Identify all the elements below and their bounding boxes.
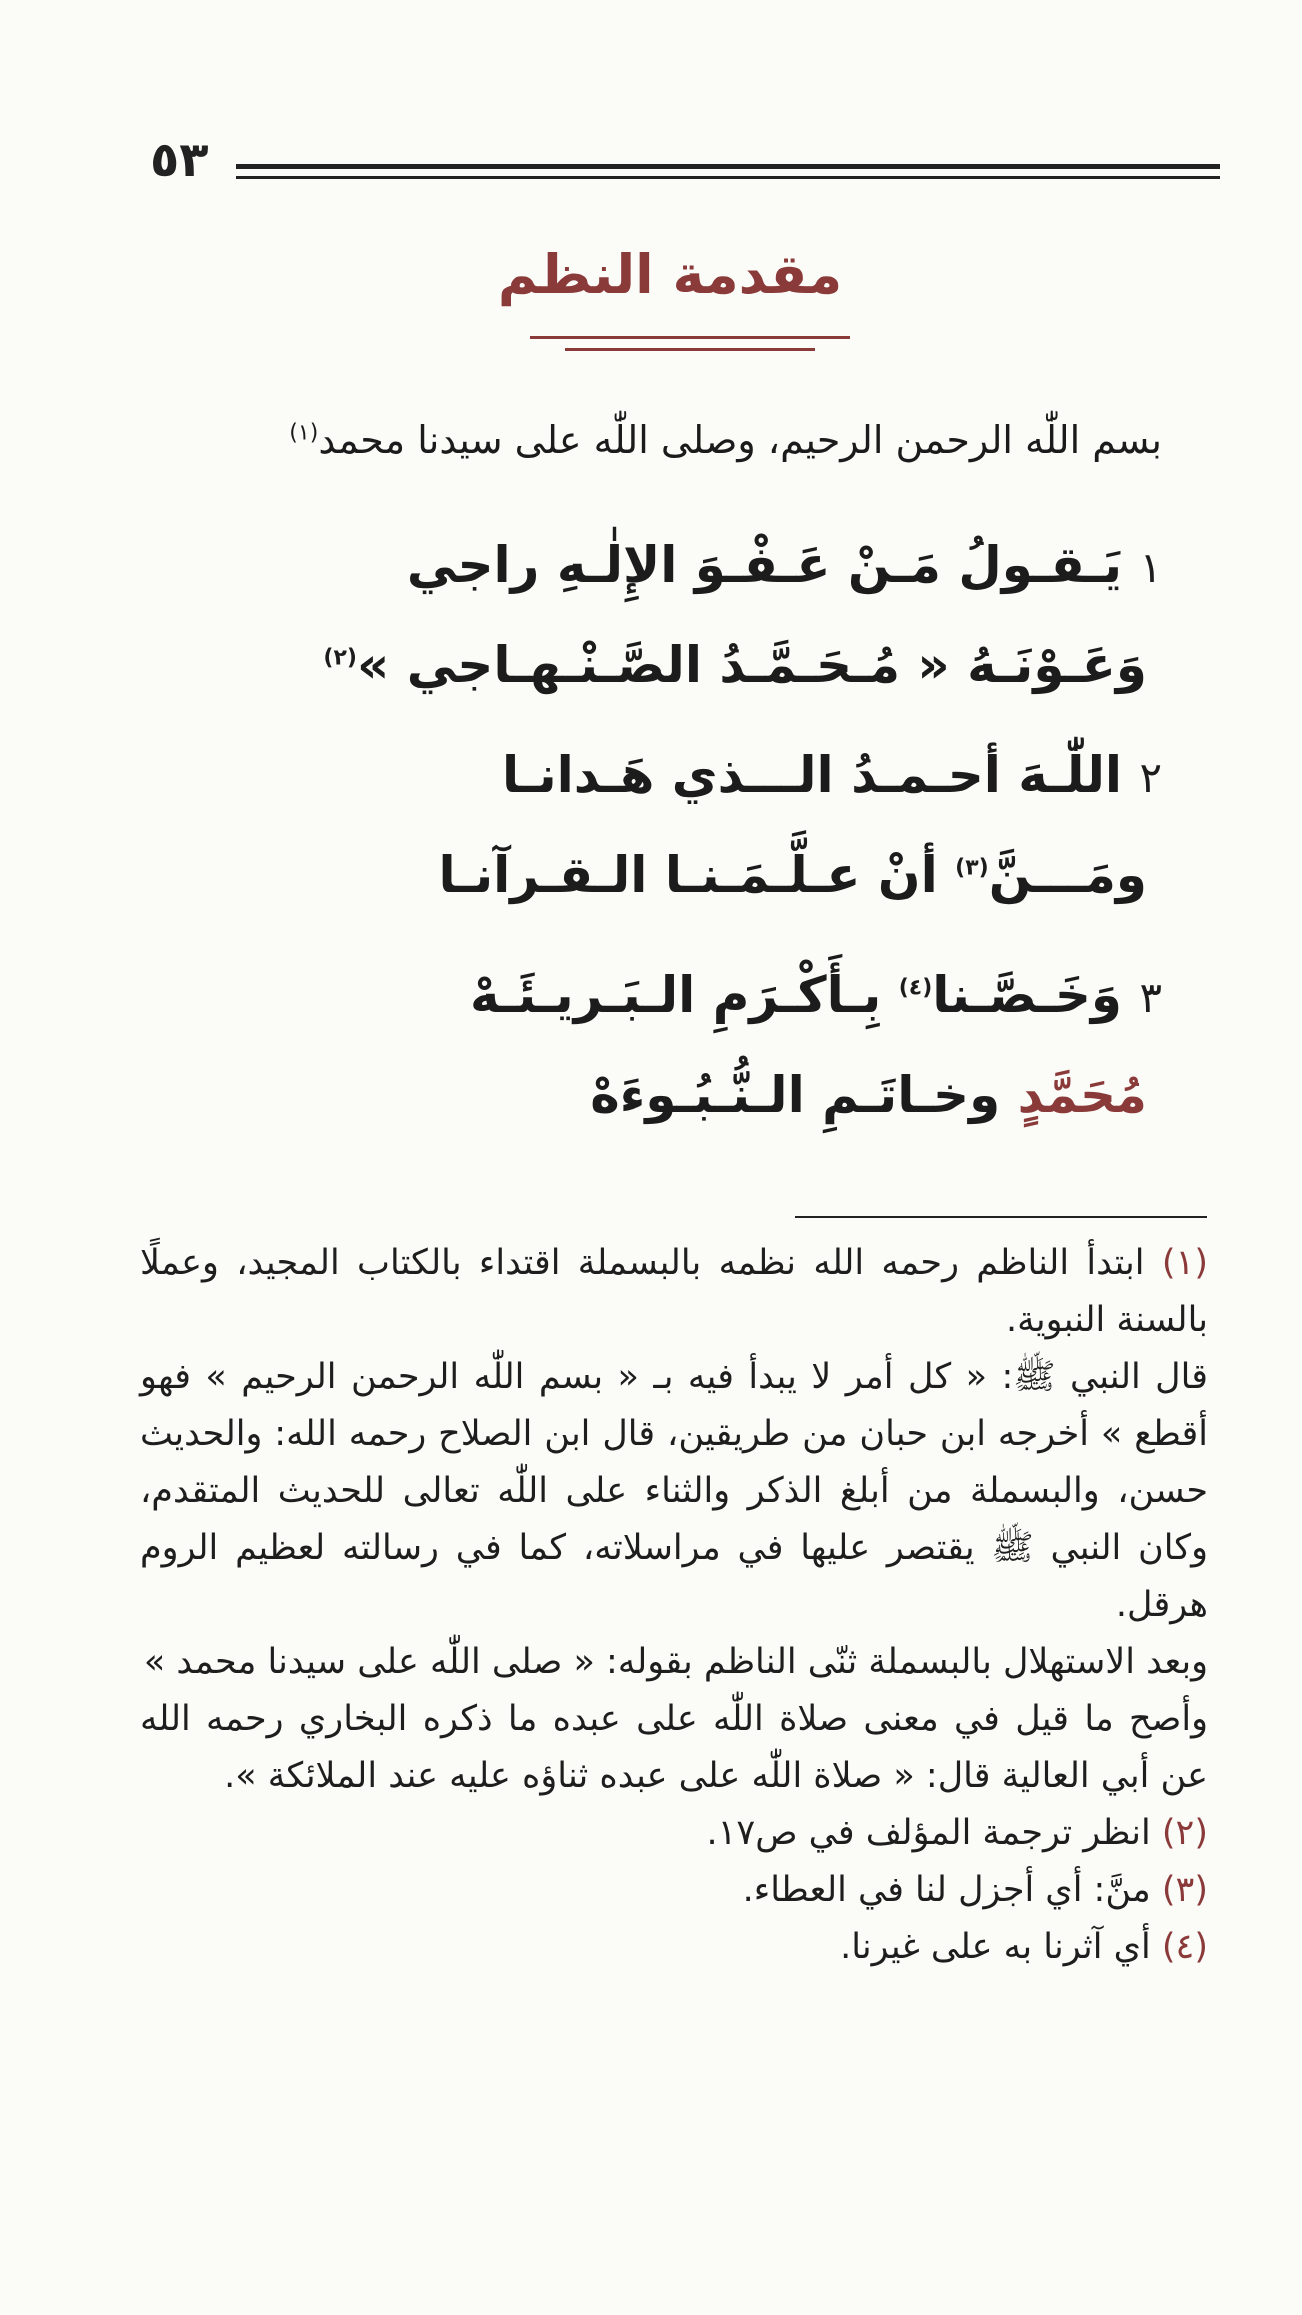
footnotes (140, 1235, 1208, 1976)
verse-number: ٢ (1139, 753, 1162, 802)
footnote-ref-4: (٤) (898, 975, 933, 1001)
verse-text: وَعَـوْنَـهُ « مُـحَـمَّـدُ الصَّـنْـهـاجي » (356, 636, 1147, 694)
footnote-text: وأصح ما قيل في معنى صلاة اللّٰه على عبده ما ذكره البخاري رحمه الله عن أبي العالية قال: « صلاة اللّٰه على عبده ثناؤه عليه عند الملائكة ». (140, 1699, 1208, 1796)
footnote-marker: (١) (1161, 1243, 1208, 1283)
footnote-1 (140, 1235, 1208, 1349)
footnote-text: منَّ: أي أجزل لنا في العطاء. (742, 1870, 1151, 1910)
footnote-text: قال النبي ﷺ: « كل أمر لا يبدأ فيه بـ « بسم اللّٰه الرحمن الرحيم » فهو أقطع » أخرجه ابن حبان من طريقين، قال ابن الصلاح رحمه الله: والحديث حسن، والبسملة من أبلغ الذكر والثناء على اللّٰه تعالى للحديث المتقدم، وكان النبي ﷺ يقتصر عليها في مراسلاته، كما في رسالته لعظيم الروم هرقل. (140, 1357, 1208, 1625)
header-rule-thin (236, 176, 1220, 179)
verse-1-first-hemistich (407, 520, 1162, 613)
verse-3-second-hemistich (590, 1050, 1147, 1140)
verse-text: اللّٰـهَ أحـمـدُ الـــذي هَـدانـا (501, 746, 1123, 804)
verse-text: وَخَـصَّـنا (932, 966, 1123, 1024)
verse-text: يَـقـولُ مَـنْ عَـفْـوَ الإِلٰـهِ راجي (406, 536, 1123, 594)
basmala-line (289, 405, 1162, 475)
footnote-1-continued (140, 1349, 1208, 1634)
page-number: ٥٣ (150, 132, 209, 188)
title-underline-short (565, 348, 815, 351)
footnote-ref-3: (٣) (955, 855, 989, 881)
footnote-separator (795, 1216, 1207, 1218)
footnote-1-continued (140, 1634, 1208, 1691)
title-underline (530, 336, 850, 339)
verse-number: ١ (1139, 543, 1162, 592)
verse-text: وخـاتَـمِ الـنُّـبُـوءَهْ (590, 1066, 1001, 1124)
footnote-marker: (٤) (1161, 1927, 1208, 1967)
verse-text: أنْ عـلَّـمَـنـا الـقـرآنـا (438, 846, 938, 904)
footnote-text: انظر ترجمة المؤلف في ص١٧. (706, 1813, 1151, 1853)
footnote-marker: (٣) (1161, 1870, 1208, 1910)
footnote-4 (140, 1919, 1208, 1976)
footnote-1-continued (140, 1691, 1208, 1805)
verse-text: ومَـــنَّ (988, 846, 1147, 904)
footnote-2 (140, 1805, 1208, 1862)
footnote-ref-2: (٢) (323, 645, 357, 671)
page-title: مقدمة النظم (497, 243, 843, 306)
verse-3-first-hemistich (470, 950, 1162, 1043)
verse-2-second-hemistich (438, 830, 1147, 920)
footnote-3 (140, 1862, 1208, 1919)
header-rule (236, 164, 1220, 169)
footnote-text: ابتدأ الناظم رحمه الله نظمه بالبسملة اقتداء بالكتاب المجيد، وعملًا بالسنة النبوية. (140, 1243, 1208, 1340)
verse-1-second-hemistich (323, 620, 1147, 710)
footnote-ref-1: (١) (289, 420, 319, 446)
prophet-name: مُحَمَّدٍ (1017, 1066, 1147, 1124)
footnote-marker: (٢) (1161, 1813, 1208, 1853)
basmala-text: بسم اللّٰه الرحمن الرحيم، وصلى اللّٰه على سيدنا محمد (318, 418, 1162, 462)
verse-number: ٣ (1139, 973, 1162, 1022)
verse-text: بِـأَكْـرَمِ الـبَـريـئَـهْ (470, 966, 882, 1024)
verse-2-first-hemistich (502, 730, 1162, 823)
footnote-text: أي آثرنا به على غيرنا. (840, 1927, 1151, 1967)
footnote-text: وبعد الاستهلال بالبسملة ثنّى الناظم بقوله: « صلى اللّٰه على سيدنا محمد » (143, 1642, 1208, 1682)
